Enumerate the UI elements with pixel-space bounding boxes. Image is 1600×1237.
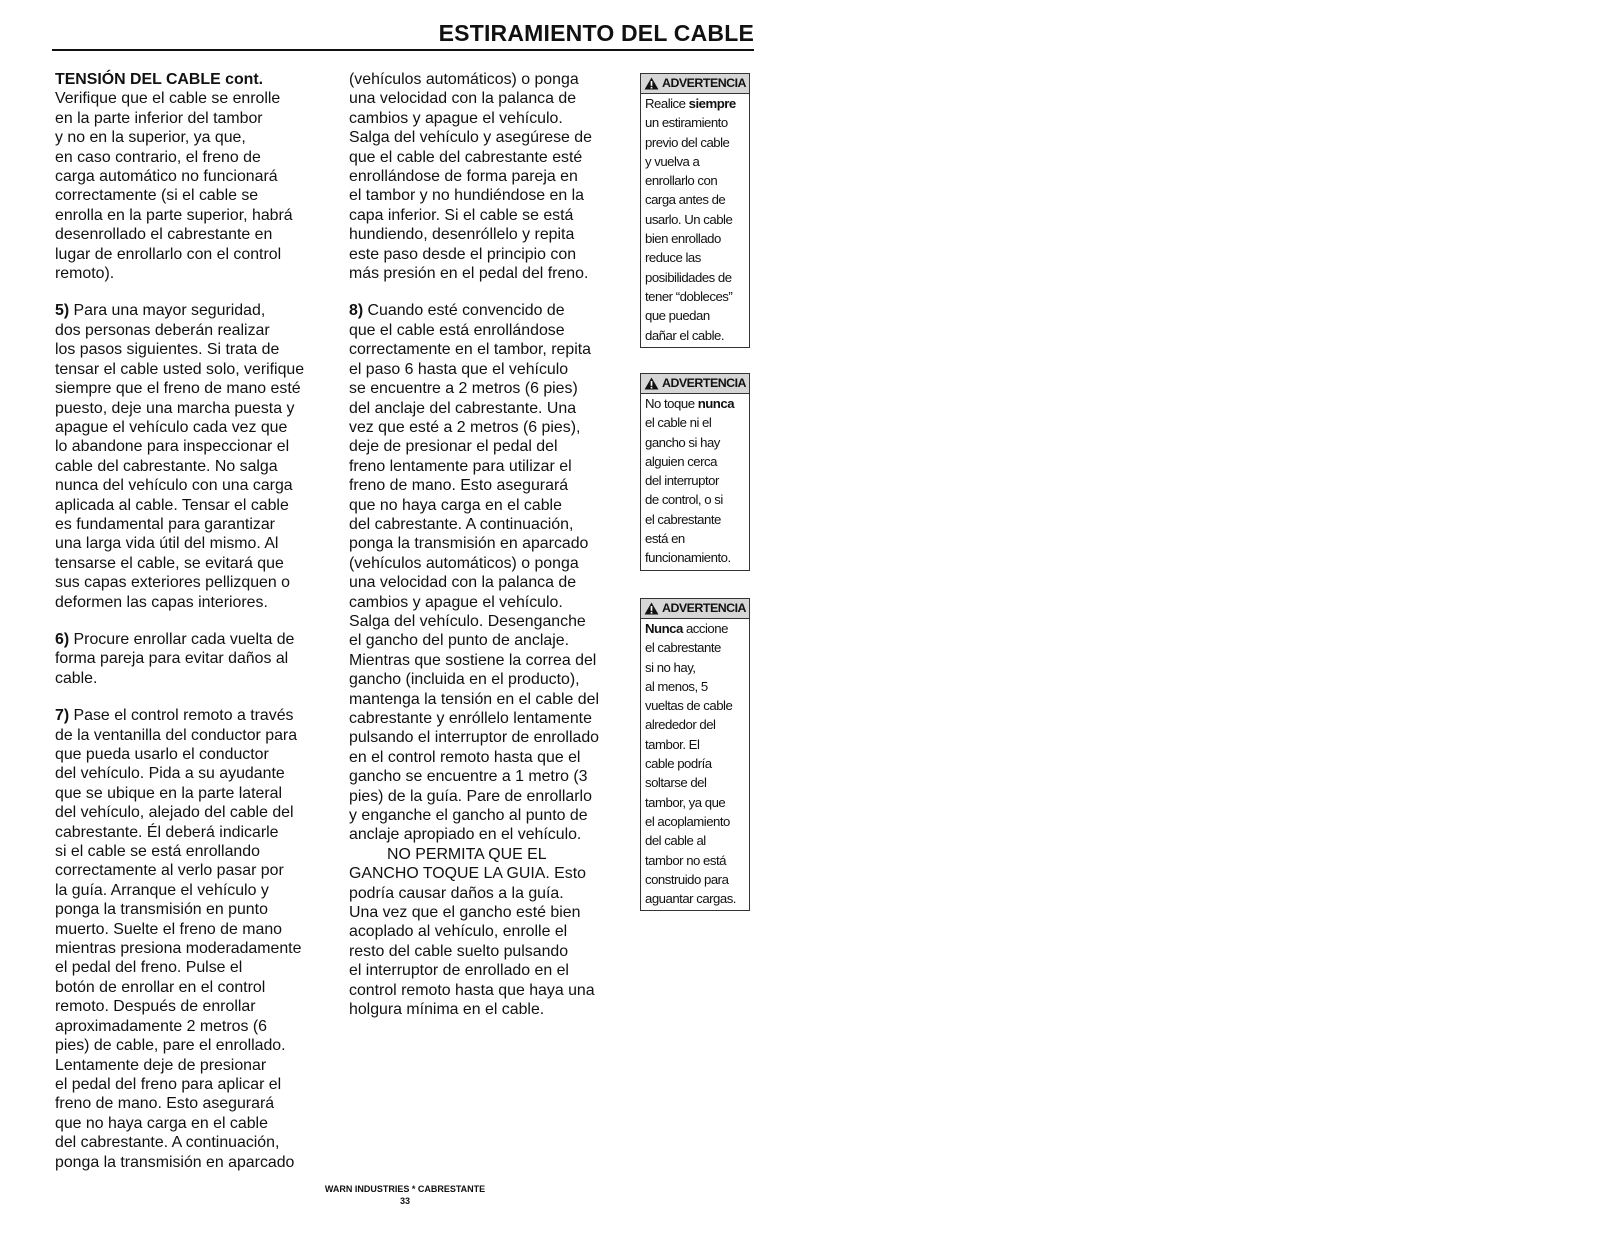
text-line: Procure enrollar cada vuelta de: [69, 630, 295, 648]
text-line: más presión en el pedal del freno.: [349, 265, 589, 283]
text-line: NO PERMITA QUE EL: [387, 845, 547, 863]
text-line: Para una mayor seguridad,: [69, 302, 266, 320]
step-7-paragraph: [55, 706, 327, 1172]
text-line: la guía. Arranque el vehículo y: [55, 881, 269, 899]
text-line: el pedal del freno para aplicar el: [55, 1075, 282, 1093]
text-line: cambios y apague el vehículo.: [349, 593, 563, 611]
warning-box-3: [640, 598, 750, 911]
text-line: enrolla en la parte superior, habrá: [55, 206, 293, 224]
text-line: gancho (incluida en el producto),: [349, 671, 580, 689]
text-line: que el cable está enrollándose: [349, 321, 565, 339]
text-line: dos personas deberán realizar: [55, 321, 270, 339]
text-line: cabrestante y enróllelo lentamente: [349, 710, 592, 727]
text-line: este paso desde el principio con: [349, 245, 577, 263]
text-line: tensarse el cable, se evitará que: [55, 554, 284, 572]
text-line: vez que esté a 2 metros (6 pies),: [349, 418, 581, 436]
text-line: enrollándose de forma pareja en: [349, 168, 578, 186]
text-line: muerto. Suelte el freno de mano: [55, 920, 283, 938]
text-line: una velocidad con la palanca de: [349, 574, 577, 592]
text-line: una larga vida útil del mismo. Al: [55, 535, 279, 553]
text-line: control remoto hasta que haya una: [349, 981, 595, 999]
text-line: lugar de enrollarlo con el control: [55, 245, 282, 263]
text-line: apague el vehículo cada vez que: [55, 418, 288, 436]
text-line: aproximadamente 2 metros (6: [55, 1017, 267, 1035]
warning-text: Nunca accione el cabrestante si no hay, al menos, 5 vueltas de cable alrededor del tambor. El cable podría soltarse del tambor, ya que el acoplamiento del cable al tambor no está construido para aguantar cargas.: [645, 621, 736, 907]
text-line: que no haya carga en el cable: [55, 1114, 268, 1132]
text-line: en caso contrario, el freno de: [55, 148, 261, 166]
text-line: Cuando esté convencido de: [363, 302, 565, 320]
text-line: siempre que el freno de mano esté: [55, 380, 301, 398]
text-line: lo abandone para inspeccionar el: [55, 438, 290, 456]
text-line: pies) de cable, pare el enrollado.: [55, 1037, 286, 1055]
text-line: freno de mano. Esto asegurará: [349, 477, 569, 495]
text-line: gancho se encuentre a 1 metro (3: [349, 768, 588, 786]
page-footer: [290, 1183, 520, 1207]
text-line: cabrestante. Él deberá indicarle: [55, 823, 279, 841]
text-line: el gancho del punto de anclaje.: [349, 632, 569, 650]
text-line: acoplado al vehículo, enrolle el: [349, 923, 568, 941]
warning-label: ADVERTENCIA: [662, 600, 746, 615]
step-number: 6): [55, 630, 70, 648]
page-title: ESTIRAMIENTO DEL CABLE: [52, 20, 754, 51]
text-line: resto del cable suelto pulsando: [349, 942, 569, 960]
text-line: en el control remoto hasta que el: [349, 748, 581, 766]
text-line: puesto, deje una marcha puesta y: [55, 399, 295, 417]
text-line: y no en la superior, ya que,: [55, 129, 246, 147]
text-line: capa inferior. Si el cable se está: [349, 206, 574, 224]
step-number: 7): [55, 707, 70, 725]
text-line: del cabrestante. A continuación,: [55, 1134, 280, 1152]
text-line: freno de mano. Esto asegurará: [55, 1095, 275, 1113]
text-line: (vehículos automáticos) o ponga: [349, 554, 579, 572]
text-line: remoto. Después de enrollar: [55, 998, 256, 1016]
text-line: botón de enrollar en el control: [55, 978, 266, 996]
text-line: carga automático no funcionará: [55, 168, 278, 186]
text-line: forma pareja para evitar daños al: [55, 650, 289, 668]
step-6-paragraph: [55, 630, 327, 688]
step-number: 8): [349, 302, 364, 320]
warning-text: Realice siempre un estiramiento previo del cable y vuelva a enrollarlo con carga antes de usarlo. Un cable bien enrollado reduce las posibilidades de tener “dobleces” que puedan dañar el cable.: [645, 96, 736, 343]
text-line: holgura mínima en el cable.: [349, 1001, 545, 1019]
warning-box-2: [640, 373, 750, 571]
section-heading: TENSIÓN DEL CABLE cont.: [55, 71, 264, 88]
text-line: que el cable del cabrestante esté: [349, 148, 583, 166]
text-line: cambios y apague el vehículo.: [349, 109, 563, 127]
text-line: de la ventanilla del conductor para: [55, 726, 298, 744]
text-line: Salga del vehículo y asegúrese de: [349, 129, 592, 147]
text-line: anclaje apropiado en el vehículo.: [349, 826, 582, 844]
text-line: cable del cabrestante. No salga: [55, 457, 278, 475]
text-line: mantenga la tensión en el cable del: [349, 690, 600, 708]
text-line: el interruptor de enrollado en el: [349, 962, 569, 980]
text-line: y enganche el gancho al punto de: [349, 807, 588, 825]
warning-label: ADVERTENCIA: [662, 375, 746, 390]
footer-brand: WARN INDUSTRIES * CABRESTANTE: [324, 1184, 486, 1194]
page-number: 33: [399, 1196, 410, 1206]
text-line: ponga la transmisión en aparcado: [349, 535, 589, 553]
text-line: correctamente al verlo pasar por: [55, 862, 284, 880]
text-line: una velocidad con la palanca de: [349, 90, 577, 108]
warning-triangle-icon: [644, 377, 659, 390]
text-line: del vehículo. Pida a su ayudante: [55, 765, 285, 783]
text-line: sus capas exteriores pellizquen o: [55, 574, 290, 592]
text-line: desenrollado el cabrestante en: [55, 226, 273, 244]
warning-header: [641, 374, 749, 394]
step-5-paragraph: [55, 301, 327, 612]
text-line: pies) de la guía. Pare de enrollarlo: [349, 787, 592, 805]
text-line: si el cable se está enrollando: [55, 843, 260, 861]
text-line: del vehículo, alejado del cable del: [55, 804, 294, 822]
warning-header: [641, 74, 749, 94]
text-line: Verifique que el cable se enrolle: [55, 90, 281, 108]
text-line: remoto).: [55, 265, 115, 283]
text-line: freno lentamente para utilizar el: [349, 457, 572, 475]
text-line: correctamente (si el cable se: [55, 187, 259, 205]
text-line: deje de presionar el pedal del: [349, 438, 558, 456]
text-line: del cabrestante. A continuación,: [349, 515, 574, 533]
text-line: Salga del vehículo. Desenganche: [349, 612, 586, 630]
text-line: que pueda usarlo el conductor: [55, 746, 269, 763]
text-line: tensar el cable usted solo, verifique: [55, 360, 305, 378]
text-line: correctamente en el tambor, repita: [349, 341, 592, 359]
text-line: (vehículos automáticos) o ponga: [349, 71, 579, 88]
text-column-left: [55, 70, 327, 1190]
text-line: Pase el control remoto a través: [69, 707, 294, 725]
text-line: el tambor y no hundiéndose en la: [349, 187, 584, 205]
text-line: Una vez que el gancho esté bien: [349, 904, 581, 922]
warning-box-1: [640, 73, 750, 348]
warning-triangle-icon: [644, 602, 659, 615]
intro-paragraph: [55, 70, 327, 283]
text-line: mientras presiona moderadamente: [55, 940, 302, 958]
step-number: 5): [55, 302, 70, 320]
text-line: en la parte inferior del tambor: [55, 109, 263, 127]
text-line: ponga la transmisión en aparcado: [55, 1153, 295, 1171]
text-line: el paso 6 hasta que el vehículo: [349, 360, 569, 378]
text-line: GANCHO TOQUE LA GUIA. Esto: [349, 865, 586, 883]
text-line: nunca del vehículo con una carga: [55, 477, 293, 495]
text-line: pulsando el interruptor de enrollado: [349, 729, 600, 747]
continued-paragraph: [349, 70, 624, 283]
warning-text: No toque nunca el cable ni el gancho si hay alguien cerca del interruptor de control, o si el cabrestante está en funcionamiento.: [645, 396, 735, 566]
warning-header: [641, 599, 749, 619]
text-line: los pasos siguientes. Si trata de: [55, 341, 280, 359]
text-line: que se ubique en la parte lateral: [55, 784, 283, 802]
text-line: Mientras que sostiene la correa del: [349, 651, 597, 669]
warning-label: ADVERTENCIA: [662, 75, 746, 90]
text-line: Lentamente deje de presionar: [55, 1056, 267, 1074]
text-line: el pedal del freno. Pulse el: [55, 959, 243, 977]
text-line: del anclaje del cabrestante. Una: [349, 399, 577, 417]
text-line: es fundamental para garantizar: [55, 515, 275, 533]
text-line: que no haya carga en el cable: [349, 496, 562, 514]
warning-triangle-icon: [644, 77, 659, 90]
text-line: hundiendo, desenróllelo y repita: [349, 226, 575, 244]
text-line: aplicada al cable. Tensar el cable: [55, 496, 289, 514]
text-line: deformen las capas interiores.: [55, 593, 268, 611]
text-line: cable.: [55, 669, 98, 687]
text-line: ponga la transmisión en punto: [55, 901, 268, 919]
text-line: podría causar daños a la guía.: [349, 884, 564, 902]
text-line: se encuentre a 2 metros (6 pies): [349, 380, 578, 398]
text-column-middle: [349, 70, 624, 1038]
step-8-paragraph: [349, 301, 624, 1019]
